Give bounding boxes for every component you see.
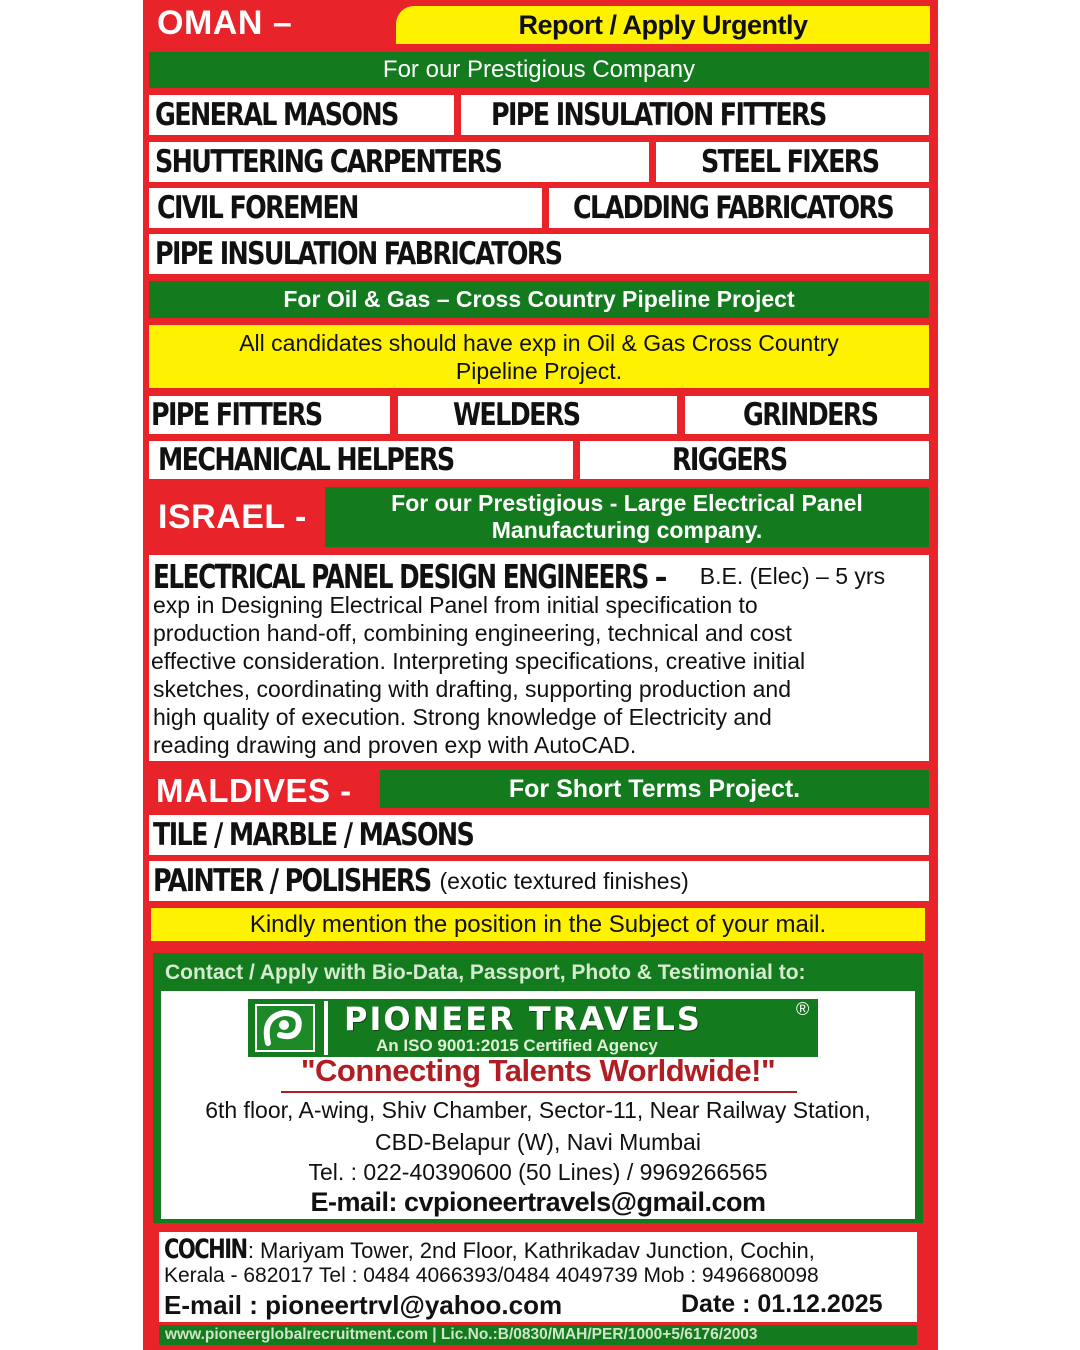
maldives-project-bar: For Short Terms Project. bbox=[380, 770, 929, 808]
job-shuttering-carpenters: SHUTTERING CARPENTERS bbox=[149, 142, 649, 182]
qualification: B.E. (Elec) – 5 yrs bbox=[699, 562, 886, 589]
mumbai-address-line-2: CBD-Belapur (W), Navi Mumbai bbox=[375, 1129, 701, 1155]
slogan-underline bbox=[281, 1091, 797, 1093]
israel-description-line-6: reading drawing and proven exp with AutoCAD. bbox=[153, 732, 637, 758]
maldives-country-label: MALDIVES - bbox=[156, 772, 352, 809]
israel-description-line-2: production hand-off, combining engineering, technical and cost bbox=[153, 620, 792, 646]
job-riggers: RIGGERS bbox=[580, 441, 929, 479]
urgent-banner bbox=[396, 6, 930, 44]
cochin-address-line-2: Kerala - 682017 Tel : 0484 4066393/0484 4049739 Mob : 9496680098 bbox=[164, 1264, 819, 1287]
job-civil-foremen: CIVIL FOREMEN bbox=[149, 188, 542, 228]
brand-name: PIONEER TRAVELS bbox=[344, 1000, 702, 1038]
pioneer-travels-logo bbox=[248, 999, 818, 1057]
job-mechanical-helpers: MECHANICAL HELPERS bbox=[149, 441, 573, 479]
cochin-email[interactable]: E-mail : pioneertrvl@yahoo.com bbox=[164, 1290, 563, 1320]
israel-description-line-3: effective consideration. Interpreting specifications, creative initial bbox=[151, 648, 806, 674]
job-pipe-insulation-fabricators: PIPE INSULATION FABRICATORS bbox=[149, 234, 929, 274]
contact-block bbox=[153, 953, 923, 1223]
contact-card bbox=[161, 991, 915, 1219]
job-painter-polishers: PAINTER / POLISHERS (exotic textured finishes) bbox=[149, 861, 929, 901]
footer-bar bbox=[159, 1325, 917, 1345]
oman-company-bar bbox=[149, 52, 929, 88]
brand-tagline: An ISO 9001:2015 Certified Agency bbox=[376, 1036, 658, 1055]
pioneer-logo-icon bbox=[254, 1003, 316, 1053]
requirement-line-1: All candidates should have exp in Oil & Gas Cross Country bbox=[239, 330, 839, 356]
job-steel-fixers: STEEL FIXERS bbox=[656, 142, 929, 182]
job-advertisement-poster bbox=[143, 0, 938, 1350]
mumbai-email[interactable]: E-mail: cvpioneertravels@gmail.com bbox=[310, 1187, 766, 1217]
painter-note: (exotic textured finishes) bbox=[439, 867, 689, 894]
advert-date: Date : 01.12.2025 bbox=[681, 1290, 883, 1318]
electrical-panel-design-engineers: ELECTRICAL PANEL DESIGN ENGINEERS – bbox=[153, 556, 666, 596]
israel-description-line-5: high quality of execution. Strong knowledge of Electricity and bbox=[153, 704, 772, 730]
job-grinders: GRINDERS bbox=[685, 396, 929, 434]
cochin-address-line-1: : Mariyam Tower, 2nd Floor, Kathrikadav Junction, Cochin, bbox=[247, 1238, 815, 1263]
brand-mark: ® bbox=[796, 999, 810, 1019]
job-pipe-insulation-fitters: PIPE INSULATION FITTERS bbox=[461, 95, 929, 135]
cochin-label: COCHIN bbox=[164, 1234, 247, 1265]
urgent-text: Report / Apply Urgently bbox=[518, 9, 808, 40]
requirement-line-2: Pipeline Project. bbox=[455, 358, 623, 384]
mumbai-phone: Tel. : 022-40390600 (50 Lines) / 9969266565 bbox=[308, 1159, 768, 1185]
job-tile-marble-masons: TILE / MARBLE / MASONS bbox=[149, 815, 929, 855]
footer-text[interactable]: www.pioneerglobalrecruitment.com | Lic.No.:B/0830/MAH/PER/1000+5/6176/2003 bbox=[165, 1326, 758, 1343]
experience-requirement-box bbox=[149, 325, 929, 388]
job-cladding-fabricators: CLADDING FABRICATORS bbox=[549, 188, 929, 228]
job-general-masons: GENERAL MASONS bbox=[149, 95, 454, 135]
mumbai-address-line-1: 6th floor, A-wing, Shiv Chamber, Sector-11, Near Railway Station, bbox=[205, 1097, 871, 1123]
israel-job-description bbox=[149, 555, 929, 761]
cochin-office-block bbox=[159, 1232, 917, 1322]
slogan: "Connecting Talents Worldwide!" bbox=[300, 1053, 776, 1088]
israel-company-bar: For our Prestigious - Large Electrical Panel Manufacturing company. bbox=[325, 487, 929, 547]
job-welders: WELDERS bbox=[398, 396, 677, 434]
job-pipe-fitters: PIPE FITTERS bbox=[149, 396, 390, 434]
israel-description-line-1: exp in Designing Electrical Panel from initial specification to bbox=[153, 592, 758, 618]
oil-gas-project-bar: For Oil & Gas – Cross Country Pipeline Project bbox=[149, 281, 929, 318]
israel-country-label: ISRAEL - bbox=[158, 498, 307, 536]
israel-description-line-4: sketches, coordinating with drafting, supporting production and bbox=[153, 676, 792, 702]
subject-notice: Kindly mention the position in the Subject of your mail. bbox=[151, 908, 925, 941]
oman-country-label: OMAN – bbox=[157, 4, 293, 42]
contact-heading: Contact / Apply with Bio-Data, Passport, Photo & Testimonial to: bbox=[165, 961, 806, 984]
oman-company-text: For our Prestigious Company bbox=[382, 56, 696, 83]
